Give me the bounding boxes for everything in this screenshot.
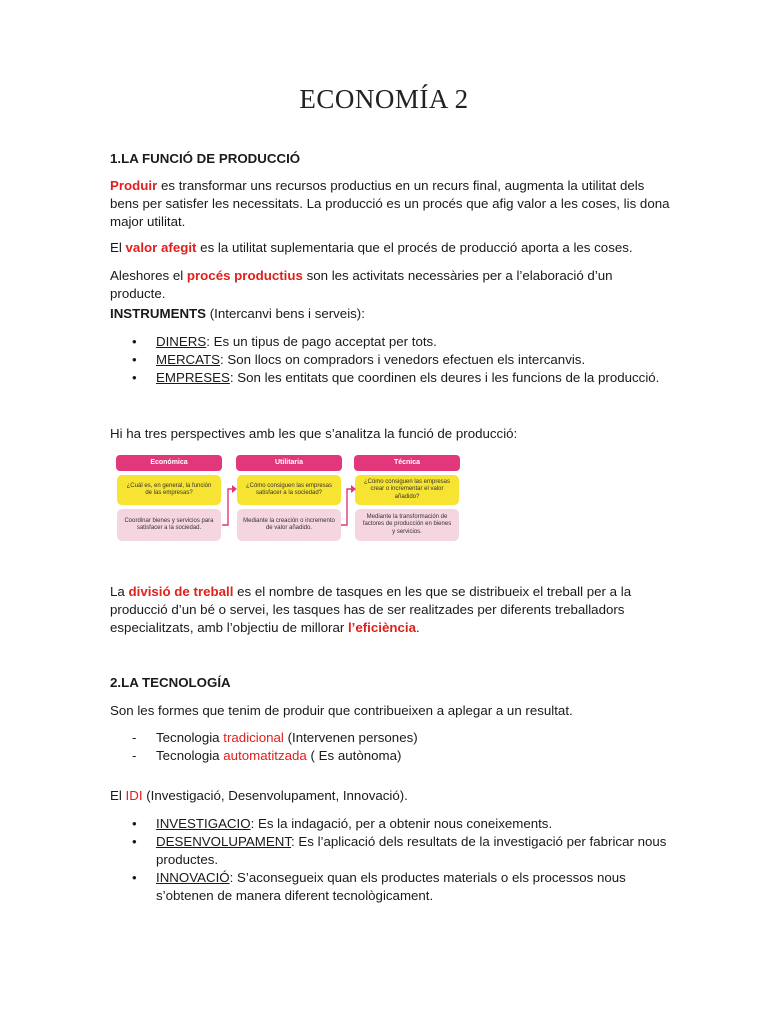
list-text: : Es la indagació, per a obtenir nous coneixements. [250,816,553,831]
paragraph-text: es transformar uns recursos productius en un recurs final, augmenta la utilitat dels bens per satisfer les necessitats. La producció es un procés que afig valor a les coses, lis dona major utilitat. [110,178,670,229]
diagram-header: Técnica [354,455,460,471]
diagram-header: Utilitaria [236,455,342,471]
diagram-column-utilitaria [236,455,342,543]
term-automatitzada: automatitzada [223,748,307,763]
list-item [110,833,670,869]
dash-marker: - [132,730,137,745]
paragraph-text: . [415,620,420,635]
paragraph-text: El [110,240,126,255]
paragraph-text: (Investigació, Desenvolupament, Innovació). [142,788,408,803]
term-proces-productius: procés productius [186,268,303,283]
diagram-column-economica [116,455,222,543]
list-item [110,729,670,747]
term-produir: Produir [110,178,158,193]
list-term: INNOVACIÓ [156,870,230,885]
diagram-answer-text: Mediante la creación o incremento de valor añadido. [243,517,335,531]
list-item [110,351,670,369]
term-divisio-treball: divisió de treball [128,584,234,599]
diagram-answer [117,509,221,541]
paragraph-produir [110,177,670,231]
perspectives-diagram [116,455,462,543]
paragraph-proces-productius [110,267,670,303]
paragraph-text: es el nombre de tasques en les que se distribueix el treball per a la producció d’un bé o servei, les tasques has de ser realitzades per diferents treballadors especialitzats, amb l’objectiu de millorar [110,584,632,635]
list-text: Tecnologia [156,730,224,745]
instruments-heading [110,305,670,323]
list-item [110,369,670,387]
idi-paragraph [110,787,670,805]
paragraph-divisio-treball [110,583,670,637]
list-term: INVESTIGACIO [156,816,251,831]
list-text: ( Es autònoma) [306,748,402,763]
bullet-marker: • [132,816,137,831]
list-text: Tecnologia [156,748,224,763]
list-item [110,815,670,833]
list-text: : Es un tipus de pago acceptat per tots. [206,334,437,349]
diagram-answer-text: Mediante la transformación de factores de producción en bienes y servicios. [362,513,452,535]
dash-marker: - [132,748,137,763]
paragraph-text: es la utilitat suplementaria que el procés de producció aporta a les coses. [196,240,633,255]
paragraph-text: La [110,584,129,599]
instruments-list [110,333,670,387]
diagram-question-text: ¿Cómo consiguen las empresas satisfacer a la sociedad? [245,482,333,496]
diagram-answer-text: Coordinar bienes y servicios para satisfacer a la sociedad. [124,517,214,531]
list-term: DINERS [156,334,207,349]
section2-heading: 2.LA TECNOLOGÍA [110,675,231,690]
diagram-question-text: ¿Cuál es, en general, la función de las empresas? [126,482,212,496]
list-term: EMPRESES [156,370,230,385]
tecnologia-intro: Son les formes que tenim de produir que contribueixen a aplegar a un resultat. [110,703,573,718]
idi-list [110,815,670,905]
list-item [110,333,670,351]
term-idi: IDI [125,788,143,803]
diagram-question [355,475,459,505]
diagram-column-tecnica [354,455,460,543]
term-valor-afegit: valor afegit [125,240,197,255]
paragraph-text: El [110,788,126,803]
list-term: MERCATS [156,352,221,367]
diagram-arrow-1 [220,483,238,529]
paragraph-valor-afegit [110,239,670,257]
list-term: DESENVOLUPAMENT [156,834,291,849]
instruments-subtitle: (Intercanvi bens i serveis): [206,306,365,321]
diagram-answer [237,509,341,541]
diagram-arrow-2 [339,483,357,529]
paragraph-text: Aleshores el [110,268,187,283]
bullet-marker: • [132,870,137,885]
list-text: (Intervenen persones) [283,730,418,745]
instruments-label: INSTRUMENTS [110,306,207,321]
bullet-marker: • [132,834,137,849]
perspectives-paragraph: Hi ha tres perspectives amb les que s’analitza la funció de producció: [110,426,518,441]
list-text: : S’aconsegueix quan els productes materials o els processos nous s’obtenen de manera diferent tecnològicament. [156,870,626,903]
bullet-marker: • [132,334,137,349]
bullet-marker: • [132,370,137,385]
page-title: ECONOMÍA 2 [299,84,469,114]
diagram-question [117,475,221,505]
term-eficiencia: l’eficiència [347,620,416,635]
diagram-header: Económica [116,455,222,471]
section1-heading: 1.LA FUNCIÓ DE PRODUCCIÓ [110,151,301,166]
tecnologia-list [110,729,670,765]
list-item [110,747,670,765]
bullet-marker: • [132,352,137,367]
diagram-question-text: ¿Cómo consiguen las empresas crear o incrementar el valor añadido? [363,478,451,500]
paragraph-text: son les activitats necessàries per a l’elaboració d’un producte. [110,268,613,301]
list-item [110,869,670,905]
list-text: : Son les entitats que coordinen els deures i les funcions de la producció. [229,370,660,385]
term-tradicional: tradicional [223,730,284,745]
diagram-answer [355,509,459,541]
list-text: : Son llocs on compradors i venedors efectuen els intercanvis. [220,352,586,367]
list-text: : Es l’aplicació dels resultats de la investigació per fabricar nous productes. [156,834,667,867]
diagram-question [237,475,341,505]
